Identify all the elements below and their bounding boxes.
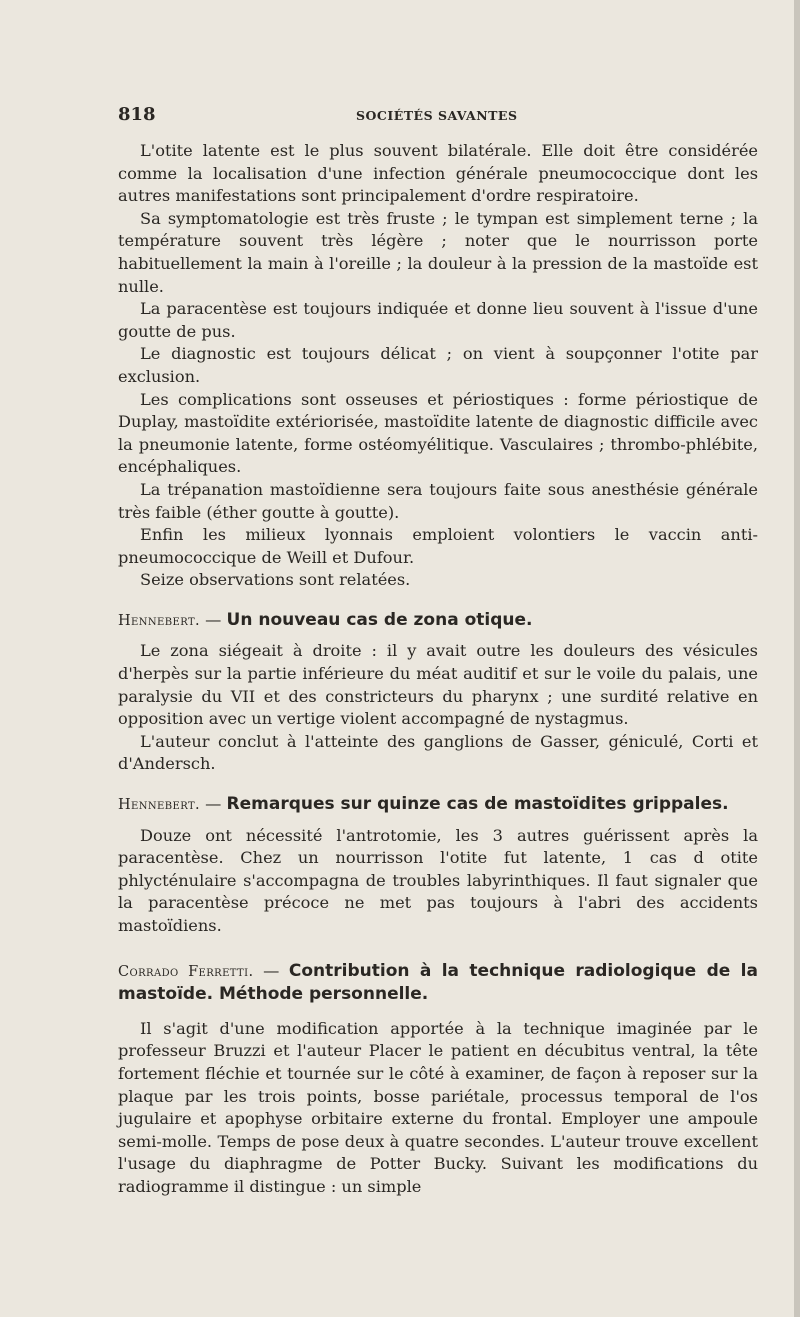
article-body xyxy=(118,140,758,1199)
section-spacer xyxy=(118,592,758,609)
intro-paragraph: Enfin les milieux lyonnais emploient volontiers le vaccin anti-pneumococcique de Weill et Dufour. xyxy=(118,525,758,567)
section-heading-zona xyxy=(118,609,758,633)
paper-title: Remarques sur quinze cas de mastoïdites grippales. xyxy=(226,794,729,815)
author-name: Hennebert. xyxy=(118,797,201,814)
section-paragraph: Il s'agit d'une modification apportée à la technique imaginée par le professeur Bruzzi et l'auteur Placer le patient en décubitus ventral, la tête fortement fléchie et tournée sur le côté à examiner, de façon à reposer sur la plaque par les trois points, bosse pariétale, processus temporal de l'os jugulaire et apophyse orbitaire externe du frontal. Employer une ampoule semi-molle. Temps de pose deux à quatre secondes. L'auteur trouve excellent l'usage du diaphragme de Potter Bucky. Suivant les modifications du radiogramme il distingue : un simple xyxy=(118,1018,758,1196)
section-spacer xyxy=(118,938,758,960)
intro-paragraph: Sa symptomatologie est très fruste ; le tympan est simplement terne ; la température souvent très légère ; noter que le nourrisson porte habituellement la main à l'oreille ; la douleur à la pression de la mastoïde est nulle. xyxy=(118,208,758,296)
intro-paragraph: La paracentèse est toujours indiquée et donne lieu souvent à l'issue d'une goutte de pus. xyxy=(118,299,758,341)
section-heading-mastoidites xyxy=(118,793,758,817)
heading-dash: — xyxy=(200,609,227,629)
heading-dash: — xyxy=(200,794,227,814)
intro-paragraph: Seize observations sont relatées. xyxy=(140,570,411,590)
heading-dash: — xyxy=(253,960,289,980)
section-spacer xyxy=(118,776,758,793)
section-paragraph: L'auteur conclut à l'atteinte des ganglions de Gasser, géniculé, Corti et d'Andersch. xyxy=(118,731,758,774)
journal-title: SOCIÉTÉS SAVANTES xyxy=(356,108,518,123)
author-name: Hennebert. xyxy=(118,612,201,629)
section-paragraph: Douze ont nécessité l'antrotomie, les 3 autres guérissent après la paracentèse. Chez un nourrisson l'otite fut latente, 1 cas d otite phlycténulaire s'accompagna de troubles labyrinthiques. Il faut signaler que la paracentèse précoce ne met pas toujours à l'abri des accidents mastoïdiens. xyxy=(118,825,758,935)
paper-title: Contribution à la technique radiologique de la mastoïde. Méthode personnelle. xyxy=(118,960,758,1005)
section-paragraph: Le zona siégeait à droite : il y avait outre les douleurs des vésicules d'herpès sur la partie inférieure du méat auditif et sur le voile du palais, une paralysie du VII et des constricteurs du pharynx ; une surdité relative en opposition avec un vertige violent accompagné de nystagmus. xyxy=(118,641,758,729)
intro-paragraph: Les complications sont osseuses et périostiques : forme périostique de Duplay, mastoïdite extériorisée, mastoïdite latente de diagnostic difficile avec la pneumonie latente, forme ostéomyélitique. Vasculaires ; thrombo-phlébite, encéphaliques. xyxy=(118,389,758,477)
author-name: Corrado Ferretti. xyxy=(118,963,254,980)
intro-paragraph: L'otite latente est le plus souvent bilatérale. Elle doit être considérée comme la localisation d'une infection générale pneumococcique dont les autres manifestations sont principalement d'ordre respiratoire. xyxy=(118,141,758,206)
paper-title: Un nouveau cas de zona otique. xyxy=(226,609,533,630)
section-heading-radiologie xyxy=(118,960,758,1006)
page-number: 818 xyxy=(118,104,156,125)
running-head xyxy=(118,104,758,128)
page-edge-shadow xyxy=(794,0,800,1317)
intro-paragraph: La trépanation mastoïdienne sera toujours faite sous anesthésie générale très faible (éther goutte à goutte). xyxy=(118,479,758,522)
intro-paragraph: Le diagnostic est toujours délicat ; on vient à soupçonner l'otite par exclusion. xyxy=(118,344,758,386)
